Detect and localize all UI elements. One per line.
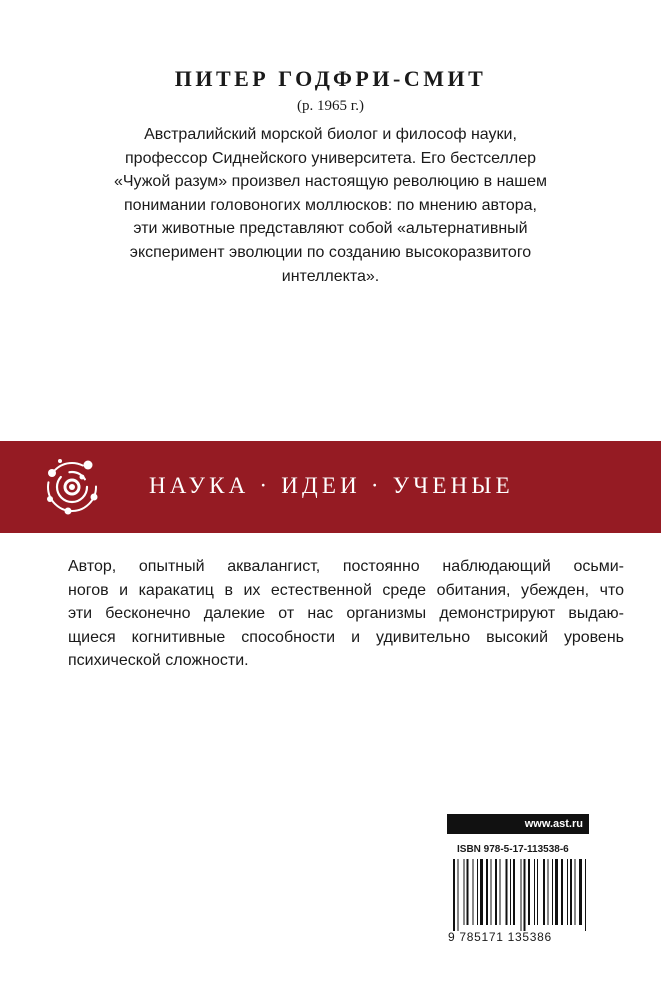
barcode-bar <box>521 859 522 931</box>
barcode-bar <box>473 859 474 925</box>
publisher-website: www.ast.ru <box>447 814 589 834</box>
barcode-bar <box>570 859 572 925</box>
series-title: НАУКА · ИДЕИ · УЧЕНЫЕ <box>149 473 514 498</box>
barcode-bar <box>486 859 488 925</box>
bio-line: профессор Сиднейского университета. Его бестселлер <box>125 149 536 167</box>
barcode-bar <box>567 859 568 925</box>
ean-digits: 9 785171 135386 <box>448 930 552 944</box>
bio-line: «Чужой разум» произвел настоящую революцию в нашем <box>113 173 548 191</box>
barcode-bar <box>513 859 515 925</box>
description-line: психической сложности. <box>68 652 249 669</box>
barcode-bar <box>500 859 501 925</box>
barcode-bars <box>449 859 587 931</box>
barcode-bar <box>506 859 508 925</box>
author-name: ПИТЕР ГОДФРИ-СМИТ <box>174 66 487 91</box>
barcode-bar <box>510 859 511 925</box>
barcode-bar <box>524 859 526 931</box>
barcode-bar <box>491 859 492 925</box>
atom-orbits-icon <box>38 453 106 521</box>
author-bio <box>96 123 566 288</box>
barcode-bar <box>477 859 478 925</box>
description <box>68 555 624 673</box>
barcode-bar <box>555 859 558 925</box>
barcode-bar <box>579 859 582 925</box>
bio-line: эти животные представляют собой «альтернативный <box>133 220 528 238</box>
barcode-bar <box>480 859 483 925</box>
barcode-box <box>447 814 589 958</box>
barcode-bar <box>561 859 563 925</box>
barcode-bar <box>453 859 455 931</box>
author-block <box>40 66 621 288</box>
description-line: Автор, опытный аквалангист, постоянно наблюдающий осьми- <box>68 558 624 575</box>
barcode-bar <box>543 859 545 925</box>
bio-line: интеллекта». <box>281 267 380 285</box>
barcode-bar <box>534 859 535 925</box>
barcode-bar <box>552 859 553 925</box>
barcode-bar <box>548 859 549 925</box>
barcode-bar <box>458 859 459 931</box>
bio-line: эксперимент эволюции по созданию высокоразвитого <box>129 243 532 261</box>
isbn-label: ISBN 978-5-17-113538-6 <box>457 844 569 855</box>
description-line: эти бесконечно далекие от нас организмы демонстрируют выдаю- <box>68 605 624 622</box>
barcode-bar <box>464 859 465 925</box>
barcode-bar <box>495 859 497 925</box>
barcode-bar <box>585 859 586 931</box>
bio-line: Австралийский морской биолог и философ науки, <box>144 126 517 143</box>
barcode-bar <box>528 859 530 925</box>
series-band <box>0 441 661 533</box>
author-years: (р. 1965 г.) <box>297 98 364 114</box>
barcode-bar <box>575 859 576 925</box>
barcode-bar <box>467 859 469 925</box>
barcode-bar <box>537 859 538 925</box>
description-line: ногов и каракатиц в их естественной среде обитания, убежден, что <box>68 581 624 599</box>
bio-line: понимании головоногих моллюсков: по мнению автора, <box>124 196 537 214</box>
description-line: щиеся когнитивные способности и удивительно высокий уровень <box>68 628 624 646</box>
